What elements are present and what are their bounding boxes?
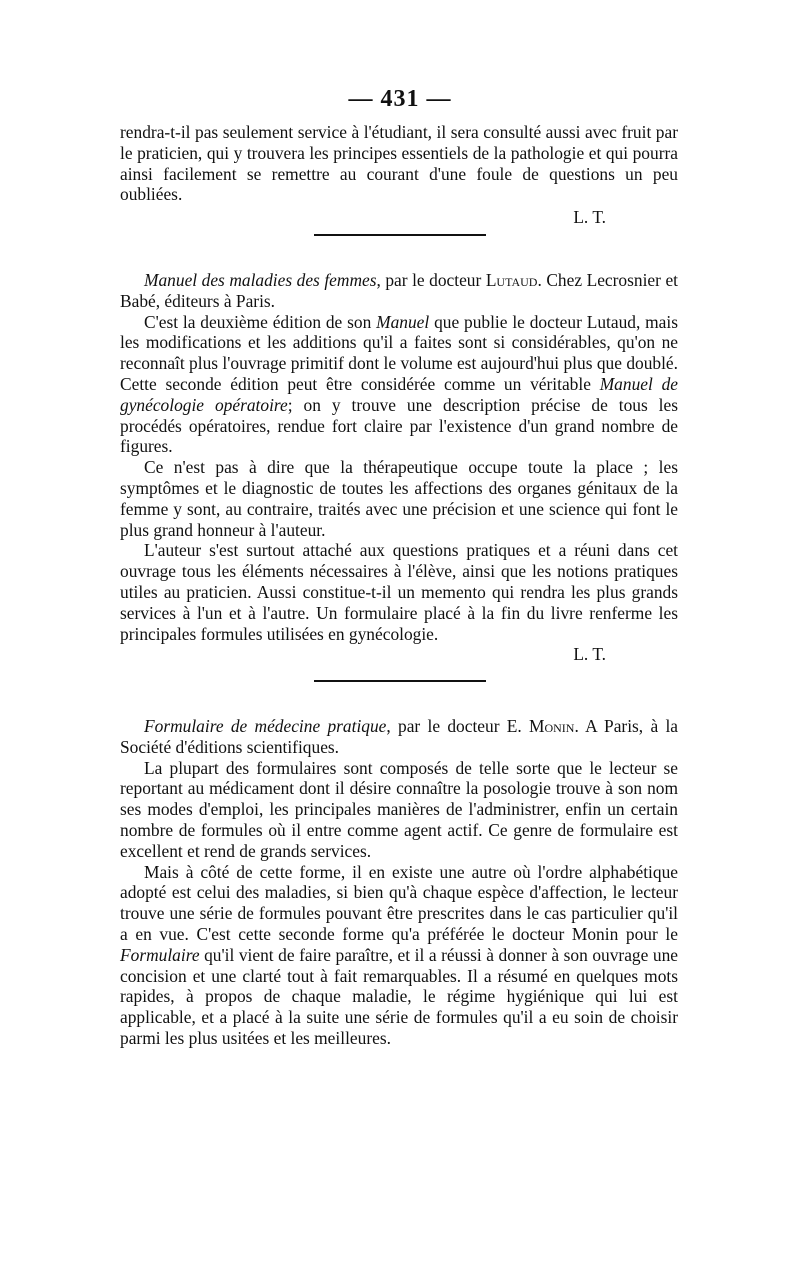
review1-signature: L. T. xyxy=(573,207,606,228)
review2-paragraph-3: L'auteur s'est surtout attaché aux questions pratiques et a réuni dans cet ouvrage tous les éléments nécessaires à l'élève, ainsi que les notions pratiques utiles au praticien. Aussi constitue-t-il un memento qui rendra les plus grands services à l'un et à l'autre. Un formulaire placé à la fin du livre renferme les principales formules utilisées en gynécologie. xyxy=(120,540,678,644)
review-manuel-maladies-femmes xyxy=(120,270,678,665)
page-number: — 431 — xyxy=(348,86,452,112)
continuation-paragraph: rendra-t-il pas seulement service à l'étudiant, il sera consulté aussi avec fruit par le praticien, qui y trouvera les principes essentiels de la pathologie et qui pourra ainsi facilement se remettre au courant d'une foule de questions un peu oubliées. xyxy=(120,122,678,205)
review3-publisher: . A Paris, à la Société d'éditions scientifiques. xyxy=(120,716,678,757)
review3-reference: Formulaire de médecine pratique, par le docteur E. Monin. A Paris, à la Société d'éditions scientifiques. xyxy=(120,716,678,757)
review2-publisher: . Chez Lecrosnier et Babé, éditeurs à Paris. xyxy=(120,270,678,311)
review2-paragraph-1: C'est la deuxième édition de son Manuel que publie le docteur Lutaud, mais les modifications et les additions qu'il a faites sont si considérables, qu'on ne reconnaît plus l'ouvrage primitif dont le volume est aujourd'hui plus que doublé. Cette seconde édition peut être considérée comme un véritable Manuel de gynécologie opératoire; on y trouve une description précise de tous les procédés opératoires, rendue fort claire par l'existence d'un grand nombre de figures. xyxy=(120,311,678,457)
review-formulaire-medecine xyxy=(120,716,678,1049)
section-divider xyxy=(314,234,486,236)
review2-title: Manuel des maladies des femmes xyxy=(144,270,377,290)
review2-paragraph-2: Ce n'est pas à dire que la thérapeutique occupe toute la place ; les symptômes et le diagnostic de toutes les affections des organes génitaux de la femme y sont, au contraire, traités avec une précision et une science qui font le plus grand honneur à l'auteur. xyxy=(120,457,678,540)
section-divider-2 xyxy=(314,680,486,682)
review3-author: Monin xyxy=(529,716,575,736)
review2-reference: Manuel des maladies des femmes, par le docteur Lutaud. Chez Lecrosnier et Babé, éditeurs à Paris. xyxy=(120,270,678,311)
review3-paragraph-1: La plupart des formulaires sont composés de telle sorte que le lecteur se reportant au médicament dont il désire connaître la posologie trouve à son nom ses modes d'emploi, les principales manières de l'administrer, enfin un certain nombre de formules où il entre comme agent actif. Ce genre de formulaire est excellent et rend de grands services. xyxy=(120,757,678,861)
review3-paragraph-2: Mais à côté de cette forme, il en existe une autre où l'ordre alphabétique adopté est celui des maladies, si bien qu'à chaque espèce d'affection, le lecteur trouve une série de formules pouvant être prescrites dans le cas particulier qu'il a en vue. C'est cette seconde forme qu'a préférée le docteur Monin pour le Formulaire qu'il vient de faire paraître, et il a réussi à donner à son ouvrage une concision et une clarté tout à fait remarquables. Il a résumé en quelques mots rapides, à propos de chaque maladie, le régime hygiénique qui lui est applicable, et a placé à la suite une série de formules qu'il a eu soin de choisir parmi les plus usitées et les meilleures. xyxy=(120,861,678,1048)
review-continuation xyxy=(120,122,678,228)
review3-title: Formulaire de médecine pratique xyxy=(144,716,387,736)
review2-signature: L. T. xyxy=(573,644,606,665)
review2-author: Lutaud xyxy=(485,270,538,290)
